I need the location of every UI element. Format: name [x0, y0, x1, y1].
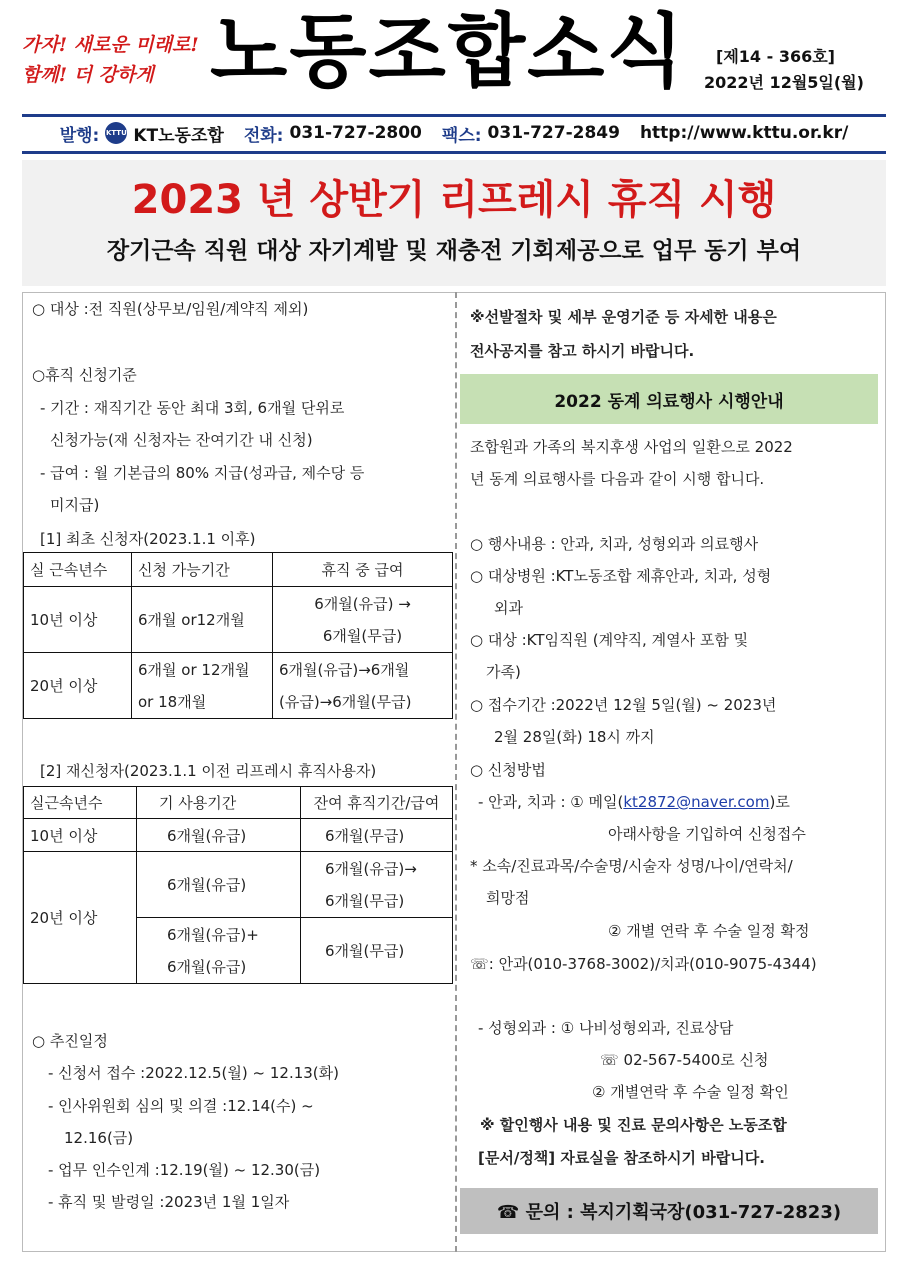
table-cell-line: 6개월(유급) →: [314, 594, 411, 613]
website-link[interactable]: http://www.kttu.or.kr/: [639, 123, 849, 143]
inquiry-bar: ☎ 문의 : 복지기획국장(031-727-2823): [460, 1188, 878, 1234]
schedule-title: ○ 추진일정: [32, 1032, 108, 1050]
issue-number: [제14 - 366호]: [716, 47, 835, 66]
kttu-logo-icon: KTTU: [105, 122, 127, 144]
table-header-row: [24, 787, 453, 819]
schedule-item: - 휴직 및 발령일 :2023년 1월 1일자: [48, 1193, 290, 1211]
table-cell: [137, 918, 301, 984]
schedule-item: - 인사위원회 심의 및 의결 :12.14(수) ~: [48, 1097, 314, 1115]
hospital-line: ○ 대상병원 :KT노동조합 제휴안과, 치과, 성형: [470, 567, 772, 585]
table-cell-line: 6개월(유급)+: [167, 925, 259, 944]
table-header-cell: 잔여 휴직기간/급여: [301, 787, 453, 819]
eligibility-line-cont: 가족): [486, 663, 521, 681]
step-2-line: ② 개별 연락 후 수술 일정 확정: [608, 922, 810, 940]
table-cell-line: (유급)→6개월(무급): [279, 692, 412, 711]
publisher-label: 발행:: [59, 125, 100, 146]
plastic-line-3: ② 개별연락 후 수술 일정 확인: [592, 1083, 789, 1101]
masthead-title: 노동조합소식: [210, 5, 686, 98]
publisher-name: KT노동조합: [133, 125, 224, 146]
table-row: [24, 587, 453, 653]
notice-line-2: 전사공지를 참고 하시기 바랍니다.: [470, 342, 695, 360]
table-row: [24, 852, 453, 918]
table-cell-line: 6개월 or 12개월: [138, 660, 250, 679]
fields-line-2: 희망점: [486, 889, 530, 907]
table-cell: 10년 이상: [24, 587, 132, 653]
table-cell: 6개월(유급): [137, 819, 301, 852]
slogan-line-2: 함께! 더 강하게: [22, 64, 154, 86]
table-reapplicants: [23, 786, 453, 984]
notice-line-1: ※선발절차 및 세부 운영기준 등 자세한 내용은: [470, 308, 777, 326]
contacts-line: ☏: 안과(010-3768-3002)/치과(010-9075-4344): [470, 955, 817, 973]
table-header-cell: 실 근속년수: [24, 553, 132, 587]
eye-dental-suffix: )로: [769, 793, 790, 811]
period-line: ○ 접수기간 :2022년 12월 5일(월) ~ 2023년: [470, 696, 777, 714]
schedule-item: - 업무 인수인계 :12.19(월) ~ 12.30(금): [48, 1161, 321, 1179]
pay-line-1: - 급여 : 월 기본급의 80% 지급(성과급, 제수당 등: [40, 464, 365, 482]
target-line: ○ 대상 :전 직원(상무보/임원/계약직 제외): [32, 300, 309, 318]
discount-line-2: [문서/정책] 자료실을 참조하시기 바랍니다.: [478, 1149, 765, 1167]
table1-caption: [1] 최초 신청자(2023.1.1 이후): [40, 530, 256, 548]
table-cell: [132, 653, 273, 719]
eye-dental-line-2: 아래사항을 기입하여 신청접수: [608, 825, 806, 843]
hospital-line-cont: 외과: [494, 599, 523, 617]
table-cell: 10년 이상: [24, 819, 137, 852]
intro-line-1: 조합원과 가족의 복지후생 사업의 일환으로 2022: [470, 438, 793, 456]
intro-line-2: 년 동계 의료행사를 다음과 같이 시행 합니다.: [470, 470, 765, 488]
slogan-line-1: 가자! 새로운 미래로!: [22, 34, 199, 56]
table-cell-line: 6개월(유급)→6개월: [279, 660, 410, 679]
table-cell: 20년 이상: [24, 852, 137, 984]
table-cell: [273, 587, 453, 653]
medical-event-title: 2022 동계 의료행사 시행안내: [460, 374, 878, 424]
table-cell: [273, 653, 453, 719]
table-cell: 20년 이상: [24, 653, 132, 719]
period-line-2: 신청가능(재 신청자는 잔여기간 내 신청): [50, 431, 313, 449]
table-cell: 6개월(유급): [137, 852, 301, 918]
schedule-item: 12.16(금): [64, 1129, 134, 1147]
table-cell: [301, 852, 453, 918]
table-cell: 6개월(무급): [301, 819, 453, 852]
email-link[interactable]: kt2872@naver.com: [623, 793, 770, 811]
table-cell: 6개월 or12개월: [132, 587, 273, 653]
phone-label: 전화:: [243, 125, 284, 146]
table-header-row: [24, 553, 453, 587]
table-first-applicants: [23, 552, 453, 719]
application-method-title: ○ 신청방법: [470, 761, 546, 779]
eye-dental-prefix: - 안과, 치과 : ① 메일(: [478, 793, 624, 811]
table-header-cell: 기 사용기간: [137, 787, 301, 819]
table-row: [24, 819, 453, 852]
criteria-title: ○휴직 신청기준: [32, 366, 137, 384]
table-cell-line: 6개월(유급)→: [325, 859, 417, 878]
event-content-line: ○ 행사내용 : 안과, 치과, 성형외과 의료행사: [470, 535, 759, 553]
phone-number: 031-727-2800: [289, 123, 422, 143]
fields-line-1: * 소속/진료과목/수술명/시술자 성명/나이/연락처/: [470, 857, 793, 875]
table-cell-line: 6개월(무급): [325, 891, 405, 910]
table-cell-line: 6개월(유급): [167, 957, 247, 976]
table2-caption: [2] 재신청자(2023.1.1 이전 리프레시 휴직사용자): [40, 762, 377, 780]
plastic-line-2: ☏ 02-567-5400로 신청: [600, 1051, 769, 1069]
discount-line-1: ※ 할인행사 내용 및 진료 문의사항은 노동조합: [480, 1116, 787, 1134]
bottom-rule: [22, 151, 886, 154]
table-header-cell: 신청 가능기간: [132, 553, 273, 587]
period-line-cont: 2월 28일(화) 18시 까지: [494, 728, 655, 746]
eligibility-line: ○ 대상 :KT임직원 (계약직, 계열사 포함 및: [470, 631, 749, 649]
table-header-cell: 실근속년수: [24, 787, 137, 819]
plastic-line-1: - 성형외과 : ① 나비성형외과, 진료상담: [478, 1019, 734, 1037]
column-divider: [455, 292, 457, 1252]
schedule-item: - 신청서 접수 :2022.12.5(월) ~ 12.13(화): [48, 1064, 339, 1082]
issue-date: 2022년 12월5일(월): [704, 73, 864, 92]
table-row: [24, 653, 453, 719]
eye-dental-line: [478, 791, 790, 812]
headline-subtitle: 장기근속 직원 대상 자기계발 및 재충전 기회제공으로 업무 동기 부여: [106, 238, 802, 264]
table-header-cell: 휴직 중 급여: [273, 553, 453, 587]
table-cell: 6개월(무급): [301, 918, 453, 984]
period-line-1: - 기간 : 재직기간 동안 최대 3회, 6개월 단위로: [40, 399, 345, 417]
headline-title: 2023 년 상반기 리프레시 휴직 시행: [131, 177, 777, 223]
fax-number: 031-727-2849: [487, 123, 620, 143]
table-cell-line: 6개월(무급): [322, 626, 403, 645]
table-cell-line: or 18개월: [138, 692, 207, 711]
top-rule: [22, 114, 886, 117]
pay-line-2: 미지급): [50, 496, 100, 514]
fax-label: 팩스:: [441, 125, 482, 146]
publisher-bar: [22, 118, 886, 148]
